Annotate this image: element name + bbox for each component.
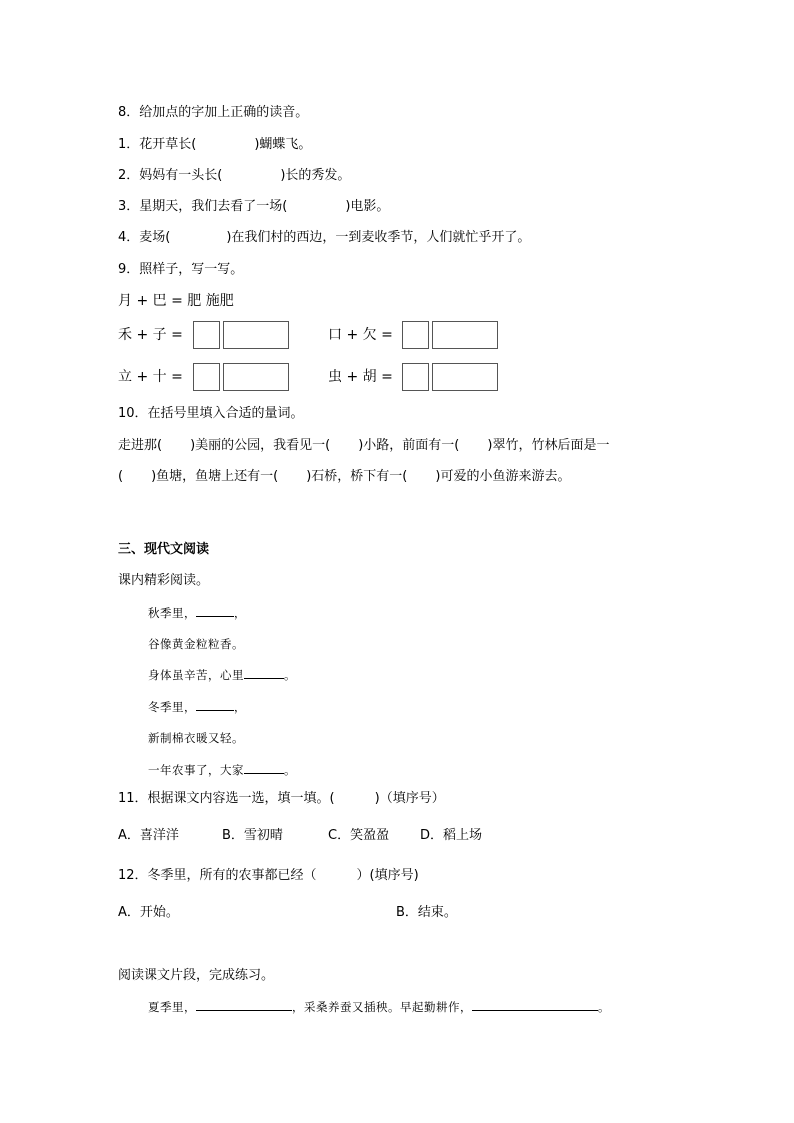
- q12-option-a: A．开始。: [118, 905, 179, 920]
- q8-item-2: [118, 167, 350, 185]
- q8-item-2-prefix: 2．妈妈有一头长(: [118, 168, 223, 183]
- q8-item-3-suffix: )电影。: [345, 199, 390, 214]
- reading2-blank-2[interactable]: [472, 998, 598, 1011]
- q10-line-2: [118, 468, 570, 486]
- q10-line1-seg1: 走进那(: [118, 438, 163, 453]
- q8-item-1: [118, 136, 311, 154]
- q9-row1-right-formula: 口 + 欠 =: [328, 327, 393, 343]
- q9-row1-right-word-box[interactable]: [432, 321, 498, 349]
- q9-row2-right-formula: 虫 + 胡 =: [328, 369, 393, 385]
- poem-line-3: [148, 666, 296, 684]
- poem-line-1-tail: ，: [234, 606, 246, 620]
- poem-line-1-text: 秋季里，: [148, 606, 196, 620]
- reading2-seg-c: 。: [598, 1000, 610, 1014]
- reading2-blank-1[interactable]: [196, 998, 292, 1011]
- q8-item-4: [118, 229, 530, 247]
- q9-row2-left-word-box[interactable]: [223, 363, 289, 391]
- q11-option-b: B．雪初晴: [222, 828, 283, 843]
- poem-line-3-tail: 。: [284, 668, 296, 682]
- q8-item-3-prefix: 3．星期天，我们去看了一场(: [118, 199, 288, 214]
- poem-line-6: [148, 761, 296, 779]
- q8-item-2-suffix: )长的秀发。: [280, 168, 351, 183]
- q9-row2-left-char-box[interactable]: [193, 363, 220, 391]
- poem-line-1-blank[interactable]: [196, 604, 234, 617]
- q9-row2-right-word-box[interactable]: [432, 363, 498, 391]
- q9-row1-left-char-box[interactable]: [193, 321, 220, 349]
- q8-item-4-prefix: 4．麦场(: [118, 230, 171, 245]
- q11-option-a: A．喜洋洋: [118, 828, 179, 843]
- q10-line2-seg1: (: [118, 469, 124, 484]
- q10-line-1: [118, 437, 609, 455]
- poem-line-6-blank[interactable]: [244, 761, 284, 774]
- q9-title: 9．照样子，写一写。: [118, 262, 244, 277]
- q12-title: [118, 867, 419, 885]
- q10-line2-seg3: )石桥，桥下有一(: [306, 469, 408, 484]
- q9-row2-left-formula: 立 + 十 =: [118, 369, 183, 385]
- poem-line-3-text: 身体虽辛苦，心里: [148, 668, 244, 682]
- poem-line-4-blank[interactable]: [196, 698, 234, 711]
- poem-line-5: [148, 729, 244, 747]
- poem-line-4-tail: ，: [234, 700, 246, 714]
- q9-row1-left-word-box[interactable]: [223, 321, 289, 349]
- poem-line-4: [148, 698, 246, 716]
- poem-line-6-tail: 。: [284, 763, 296, 777]
- q12-option-b: B．结束。: [396, 905, 457, 920]
- q12-title-suffix: ）(填序号): [356, 868, 419, 883]
- q11-title-prefix: 11．根据课文内容选一选，填一填。(: [118, 791, 335, 806]
- poem-line-2-text: 谷像黄金粒粒香。: [148, 637, 244, 651]
- q8-item-3: [118, 198, 389, 216]
- q10-line1-seg3: )小路，前面有一(: [358, 438, 460, 453]
- poem-line-4-text: 冬季里，: [148, 700, 196, 714]
- q11-title-suffix: )（填序号）: [374, 791, 445, 806]
- section3-title: 三、现代文阅读: [118, 542, 210, 557]
- q9-row1-right-char-box[interactable]: [402, 321, 429, 349]
- q10-title: 10．在括号里填入合适的量词。: [118, 406, 304, 421]
- reading2-intro: 阅读课文片段，完成练习。: [118, 968, 275, 983]
- q9-example: 月 + 巴 = 肥 施肥: [118, 293, 234, 309]
- q8-item-4-suffix: )在我们村的西边，一到麦收季节，人们就忙乎开了。: [226, 230, 531, 245]
- section3-subtitle: 课内精彩阅读。: [118, 573, 210, 588]
- q9-row1-left-formula: 禾 + 子 =: [118, 327, 183, 343]
- reading2-passage: [148, 998, 610, 1016]
- reading2-seg-b: ，采桑养蚕又插秧。早起勤耕作，: [292, 1000, 472, 1014]
- q10-line1-seg4: )翠竹，竹林后面是一: [487, 438, 610, 453]
- poem-line-5-text: 新制棉衣暖又轻。: [148, 731, 244, 745]
- q8-item-1-suffix: )蝴蝶飞。: [254, 137, 312, 152]
- q8-item-1-prefix: 1．花开草长(: [118, 137, 197, 152]
- q11-option-d: D．稻上场: [420, 828, 483, 843]
- poem-line-1: [148, 604, 246, 622]
- q11-option-c: C．笑盈盈: [328, 828, 390, 843]
- q12-title-prefix: 12．冬季里，所有的农事都已经（: [118, 868, 317, 883]
- reading2-seg-a: 夏季里，: [148, 1000, 196, 1014]
- q9-row2-right-char-box[interactable]: [402, 363, 429, 391]
- q11-title: [118, 790, 445, 808]
- q10-line2-seg4: )可爱的小鱼游来游去。: [435, 469, 571, 484]
- poem-line-6-text: 一年农事了，大家: [148, 763, 244, 777]
- q10-line1-seg2: )美丽的公园，我看见一(: [190, 438, 331, 453]
- poem-line-3-blank[interactable]: [244, 666, 284, 679]
- q8-title: 8．给加点的字加上正确的读音。: [118, 105, 309, 120]
- poem-line-2: [148, 635, 244, 653]
- q10-line2-seg2: )鱼塘，鱼塘上还有一(: [151, 469, 279, 484]
